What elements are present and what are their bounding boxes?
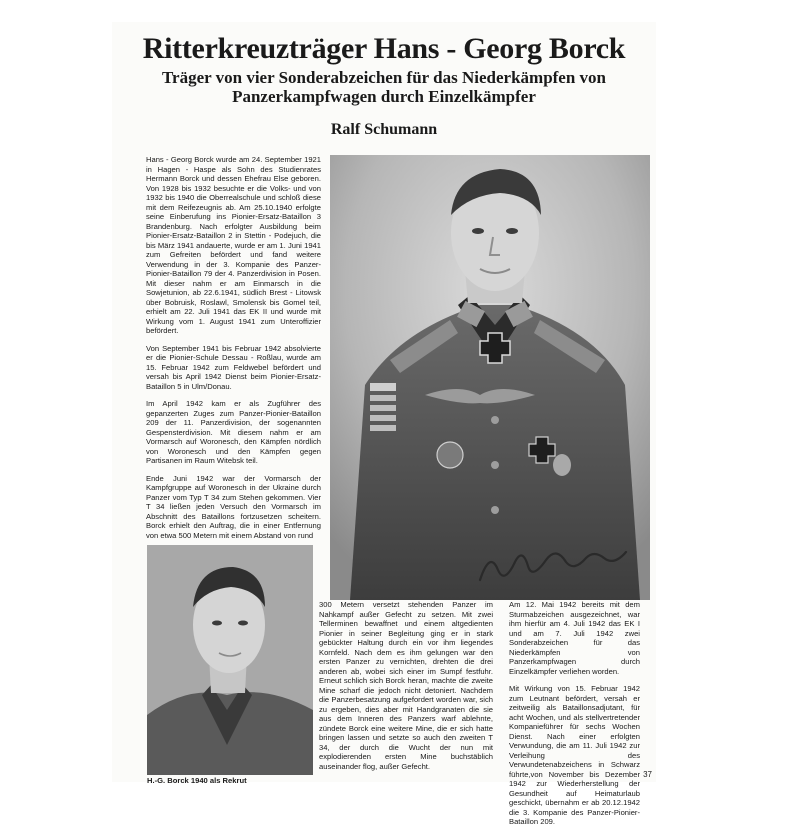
photo-caption: H.-G. Borck 1940 als Rekrut	[147, 776, 247, 785]
paragraph: 300 Metern versetzt stehenden Panzer im Nahkampf außer Gefecht zu setzen. Mit zwei Tellerminen bewaffnet und einem altgedienten Pionier in seiner Begleitung ging er in stark gebückter Haltung durch ein vor ihm liegendes Kornfeld. Nach dem es ihm gelungen war den ersten Panzer zu vernichten, drehten die drei anderen ab, wobei sich einer im Sumpf festfuhr. Erneut schlich sich Borck heran, machte die zweite Mine scharf die jedoch nicht detoniert. Nachdem die Panzerbesatzung aufgefordert worden war, sich zu ergeben, dies aber mit Handgranaten die sie aus dem Inneren des Panzers warf ablehnte, zündete Borck eine weitere Mine, die er sich hatte bringen lassen und setzte so auch den zweiten T 34, der durch die Wucht der nun mit explodierenden ersten Mine buchstäblich auseinander flog, außer Gefecht.	[319, 600, 493, 771]
paragraph: Von September 1941 bis Februar 1942 absolvierte er die Pionier-Schule Dessau - Roßlau, wurde am 15. Februar 1942 zum Feldwebel befördert und versah bis April 1942 Dienst beim Pionier-Ersatz-Bataillon 5 in Ulm/Donau.	[146, 343, 321, 391]
subtitle-line-2: Panzerkampfwagen durch Einzelkämpfer	[232, 87, 536, 106]
text-column-middle	[319, 600, 493, 788]
portrait-photo-recruit	[147, 545, 313, 775]
paragraph: Mit Wirkung von 15. Februar 1942 zum Leutnant befördert, versah er zeitweilig als Bataillonsadjutant, für acht Wochen, und als stellvertretender Kompanieführer für sechs Wochen Dienst. Nach einer erfolgten Verwundung, die am 11. Juli 1942 zur Verleihung des Verwundetenabzeichens in Schwarz führte,von November bis Dezember 1942 zur Wiederherstellung der Gesundheit auf Heimaturlaub geschickt, übernahm er ab 20.12.1942 die 3. Kompanie des Panzer-Pionier-Bataillon 209.	[509, 684, 640, 826]
article-subtitle	[112, 68, 656, 106]
text-column-right	[509, 600, 640, 826]
paragraph: Am 12. Mai 1942 bereits mit dem Sturmabzeichen ausgezeichnet, war ihm hierfür am 4. Juli 1942 das EK I und am 7. Juli 1942 zwei Sonderabzeichen für das Niederkämpfen von Panzerkampfwagen durch Einzelkämpfer verliehen worden.	[509, 600, 640, 676]
article-author: Ralf Schumann	[330, 121, 438, 138]
portrait-photo-main	[330, 155, 650, 600]
paragraph: Hans - Georg Borck wurde am 24. September 1921 in Hagen - Haspe als Sohn des Studienrates Hermann Borck und dessen Ehefrau Else geboren. Von 1928 bis 1932 besuchte er die Volks- und von 1932 bis 1940 die Oberrealschule und schloß diese mit dem Reifezeugnis ab. Am 25.10.1940 erfolgte seine Einberufung ins Pionier-Ersatz-Bataillon 3 Brandenburg. Nach erfolgter Ausbildung beim Pionier-Ersatz-Bataillon 2 in Stettin - Podejuch, die bis März 1941 andauerte, wurde er am 1. Juni 1941 zum Gefreiten befördert und fand weitere Verwendung in der 3. Kompanie des Panzer-Pionier-Bataillon 79 der 4. Panzerdivision in Posen. Mit dieser nahm er am Einmarsch in die Sowjetunion, ab 22.6.1941, südlich Brest - Litowsk über Bobruisk, Roslawl, Smolensk bis Gomel teil, erhielt am 22. Juli 1941 das EK II und wurde mit Wirkung vom 1. August 1941 zum Unteroffizier befördert.	[146, 155, 321, 335]
paragraph: Im April 1942 kam er als Zugführer des gepanzerten Zuges zum Panzer-Pionier-Bataillon 209 der 11. Panzerdivision, der sogenannten Gespensterdivision. Mit diesem nahm er am Vormarsch auf Woronesch, den Kämpfen nördlich von Woronesch und den Kämpfen gegen Partisanen im Raum Witebsk teil.	[146, 399, 321, 465]
portrait-illustration	[330, 155, 650, 600]
article-title: Ritterkreuzträger Hans - Georg Borck	[142, 32, 626, 65]
magazine-page	[112, 22, 656, 826]
recruit-illustration	[147, 545, 313, 775]
subtitle-line-1: Träger von vier Sonderabzeichen für das Niederkämpfen von	[161, 68, 607, 87]
paragraph: Ende Juni 1942 war der Vormarsch der Kampfgruppe auf Woronesch in der Ukraine durch Panzer vom Typ T 34 zum Stehen gekommen. Vier T 34 ließen jeden Versuch den Vormarsch im Abschnitt des Bataillons fortzusetzen scheitern. Borck erhielt den Auftrag, die in einer Entfernung von etwa 500 Metern mit einem Abstand von rund	[146, 473, 321, 540]
text-column-left	[146, 155, 321, 543]
page-number: 37	[643, 770, 652, 779]
